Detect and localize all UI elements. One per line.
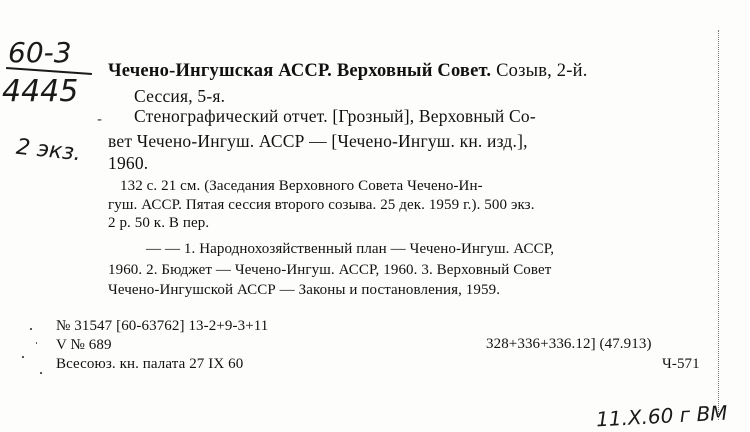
subject-line-2: 1960. 2. Бюджет — Чечено-Ингуш. АССР, 1960. 3. Верховный Совет bbox=[108, 262, 552, 278]
collation-line-2: гуш. АССР. Пятая сессия второго созыва. 25 дек. 1959 г.). 500 экз. bbox=[108, 197, 535, 213]
scan-speck bbox=[40, 372, 42, 374]
session-line: Сессия, 5-я. bbox=[134, 86, 226, 106]
title-line-3: 1960. bbox=[108, 153, 149, 173]
footer-v-line: V № 689 bbox=[56, 337, 112, 353]
call-number-bottom: 4445 bbox=[2, 74, 79, 109]
footer-chamber: Всесоюз. кн. палата 27 IX 60 bbox=[56, 356, 244, 372]
heading-corporate-author: Чечено-Ингушская АССР. Верховный Совет. bbox=[108, 61, 492, 81]
subject-line-1: — — 1. Народнохозяйственный план — Чечено-Ингуш. АССР, bbox=[146, 241, 555, 257]
scan-speck bbox=[36, 342, 37, 344]
title-line-2: вет Чечено-Ингуш. АССР — [Чечено-Ингуш. кн. изд.], bbox=[108, 131, 528, 151]
call-number-top: 60-3 bbox=[8, 36, 72, 69]
title-line-1: Стенографический отчет. [Грозный], Верховный Со- bbox=[134, 106, 536, 126]
catalog-heading bbox=[108, 61, 588, 82]
scan-speck bbox=[22, 356, 24, 358]
margin-dash: - bbox=[97, 112, 103, 128]
copies-note: 2 экз. bbox=[14, 134, 83, 167]
footer-number-line: № 31547 [60-63762] 13-2+9-3+11 bbox=[56, 318, 269, 334]
collation-line-3: 2 р. 50 к. В пер. bbox=[108, 215, 210, 231]
scan-edge-artifact bbox=[718, 30, 720, 420]
handwritten-date: 11.X.60 г ВМ bbox=[595, 400, 729, 432]
footer-classification: 328+336+336.12] (47.913) bbox=[486, 336, 652, 352]
heading-convocation: Созыв, 2-й. bbox=[496, 61, 588, 81]
subject-line-3: Чечено-Ингушской АССР — Законы и постановления, 1959. bbox=[108, 282, 501, 298]
footer-code: Ч-571 bbox=[662, 356, 700, 372]
collation-line-1: 132 с. 21 см. (Заседания Верховного Совета Чечено-Ин- bbox=[120, 178, 483, 194]
scan-speck bbox=[30, 328, 32, 330]
